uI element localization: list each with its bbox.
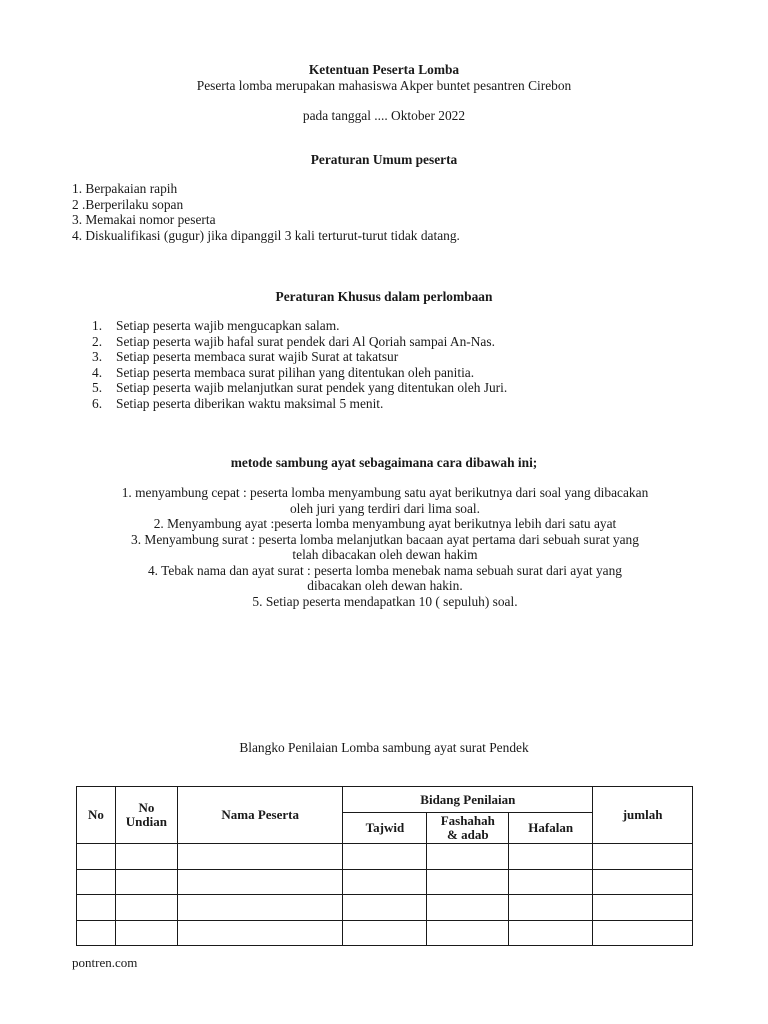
umum-list <box>72 181 460 243</box>
table-row <box>77 844 693 870</box>
metode-line: 3. Menyambung surat : peserta lomba melanjutkan bacaan ayat pertama dari sebuah surat yang <box>131 531 639 547</box>
table-cell <box>427 844 509 870</box>
khusus-item <box>92 334 507 350</box>
umum-item: 2 .Berperilaku sopan <box>72 196 184 212</box>
table-cell <box>343 844 427 870</box>
khusus-item <box>92 365 507 381</box>
table-cell <box>177 844 343 870</box>
metode-line: telah dibacakan oleh dewan hakim <box>292 547 478 562</box>
table-cell <box>115 920 177 946</box>
table-cell <box>509 895 593 921</box>
table-row <box>77 920 693 946</box>
source-watermark: pontren.com <box>72 955 138 970</box>
table-cell <box>343 920 427 946</box>
document-title: Ketentuan Peserta Lomba <box>308 62 460 77</box>
metode-line: dibacakan oleh dewan hakin. <box>307 578 463 593</box>
metode-line: 5. Setiap peserta mendapatkan 10 ( sepuluh) soal. <box>252 593 518 609</box>
khusus-heading: Peraturan Khusus dalam perlombaan <box>275 289 493 304</box>
col-header-tajwid: Tajwid <box>343 813 427 844</box>
col-header-nama-peserta: Nama Peserta <box>177 787 343 844</box>
col-header-fashahah <box>427 813 509 844</box>
khusus-item-text: Setiap peserta wajib mengucapkan salam. <box>116 318 340 333</box>
table-cell <box>427 869 509 895</box>
khusus-item-text: Setiap peserta diberikan waktu maksimal 5 menit. <box>116 395 384 411</box>
umum-item: 3. Memakai nomor peserta <box>72 212 216 227</box>
table-cell <box>343 869 427 895</box>
table-cell <box>427 895 509 921</box>
table-cell <box>77 920 116 946</box>
col-header-no-undian-line1: No <box>138 800 155 815</box>
table-cell <box>177 920 343 946</box>
table-cell <box>509 920 593 946</box>
metode-line: 1. menyambung cepat : peserta lomba menyambung satu ayat berikutnya dari soal yang dibacakan <box>121 485 649 500</box>
khusus-item-number: 4. <box>92 364 103 380</box>
table-cell <box>177 869 343 895</box>
col-header-no: No <box>77 787 116 844</box>
col-header-jumlah: jumlah <box>593 787 693 844</box>
khusus-item-text: Setiap peserta wajib melanjutkan surat pendek yang ditentukan oleh Juri. <box>116 380 508 395</box>
metode-line: oleh juri yang terdiri dari lima soal. <box>289 500 481 516</box>
table-cell <box>593 895 693 921</box>
col-header-no-undian-line2: Undian <box>125 814 167 829</box>
table-cell <box>115 844 177 870</box>
khusus-list <box>92 318 507 411</box>
col-header-hafalan: Hafalan <box>509 813 593 844</box>
khusus-item-number: 2. <box>92 333 103 349</box>
col-header-no-undian <box>115 787 177 844</box>
umum-item: 4. Diskualifikasi (gugur) jika dipanggil 3 kali terturut-turut tidak datang. <box>72 227 460 243</box>
table-cell <box>593 869 693 895</box>
table-cell <box>593 844 693 870</box>
table-row <box>77 895 693 921</box>
khusus-item <box>92 396 507 412</box>
umum-heading: Peraturan Umum peserta <box>310 152 458 167</box>
metode-line: 4. Tebak nama dan ayat surat : peserta lomba menebak nama sebuah surat dari ayat yang <box>147 562 622 578</box>
metode-list <box>80 485 690 609</box>
khusus-item-number: 1. <box>92 318 103 333</box>
table-cell <box>115 895 177 921</box>
khusus-item <box>92 380 507 396</box>
table-cell <box>343 895 427 921</box>
table-cell <box>77 895 116 921</box>
table-cell <box>593 920 693 946</box>
table-cell <box>509 844 593 870</box>
khusus-item <box>92 318 507 334</box>
table-cell <box>427 920 509 946</box>
khusus-item-text: Setiap peserta membaca surat pilihan yang ditentukan oleh panitia. <box>116 364 475 380</box>
khusus-item-number: 3. <box>92 349 103 364</box>
umum-item: 1. Berpakaian rapih <box>72 181 178 196</box>
khusus-item-number: 6. <box>92 395 103 411</box>
table-cell <box>77 869 116 895</box>
metode-line: 2. Menyambung ayat :peserta lomba menyambung ayat berikutnya lebih dari satu ayat <box>153 516 617 531</box>
table-cell <box>509 869 593 895</box>
table-cell <box>177 895 343 921</box>
assessment-table <box>76 786 693 946</box>
table-cell <box>115 869 177 895</box>
table-row <box>77 869 693 895</box>
khusus-item-number: 5. <box>92 380 103 395</box>
col-header-fashahah-line2: & adab <box>447 827 489 842</box>
table-cell <box>77 844 116 870</box>
khusus-item-text: Setiap peserta membaca surat wajib Surat at takatsur <box>116 349 399 364</box>
khusus-item <box>92 349 507 365</box>
document-subtitle: Peserta lomba merupakan mahasiswa Akper buntet pesantren Cirebon <box>196 78 572 93</box>
blangko-title: Blangko Penilaian Lomba sambung ayat surat Pendek <box>239 740 529 755</box>
khusus-item-text: Setiap peserta wajib hafal surat pendek dari Al Qoriah sampai An-Nas. <box>116 333 495 349</box>
event-date: pada tanggal .... Oktober 2022 <box>302 108 466 123</box>
col-header-bidang-penilaian: Bidang Penilaian <box>343 787 593 813</box>
col-header-fashahah-line1: Fashahah <box>440 813 495 828</box>
metode-heading: metode sambung ayat sebagaimana cara dibawah ini; <box>230 455 538 470</box>
